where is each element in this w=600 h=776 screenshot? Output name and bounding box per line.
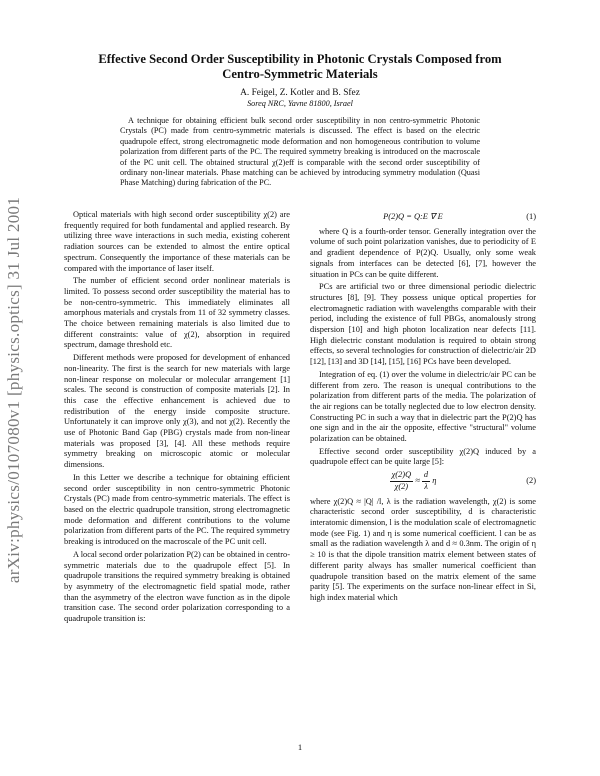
paragraph: Integration of eq. (1) over the volume in dielectric/air PC can be different from zero. The reason is unequal contributions to the polarization from different parts of the media. The polarization of the air regions can be totally neglected due to low electron density. Constructing PC in such a way that in dielectric part the P(2)Q has one sign and in the air the opposite, effective "structural" volume polarization can be obtained. bbox=[310, 369, 536, 444]
equation-2-fraction-right bbox=[422, 470, 430, 492]
equation-2-eta: η bbox=[432, 476, 437, 486]
paper-title bbox=[60, 52, 540, 82]
equation-2-rhs-numerator: d bbox=[422, 470, 430, 482]
title-line-2: Centro-Symmetric Materials bbox=[222, 67, 378, 81]
paragraph: where Q is a fourth-order tensor. Generally integration over the volume of such point polarization vanishes, due to periodicity of E and gradient dependence of P(2)Q. Usually, only some weak signals from interfaces can be detected [6], [7], however the situation in PCs can be quite different. bbox=[310, 226, 536, 279]
paragraph: The number of efficient second order nonlinear materials is limited. To possess second order susceptibility the material has to be non-centro-symmetric. This immediately eliminates all amorphous materials and crystals from 11 of 32 symmetry classes. The choice between remaining materials is also limited due to different constraints: value of χ(2), absorption in required spectrum, damage threshold etc. bbox=[64, 276, 290, 350]
equation-1-number: (1) bbox=[526, 212, 536, 221]
equation-2-numerator: χ(2)Q bbox=[390, 470, 414, 482]
abstract: A technique for obtaining efficient bulk second order susceptibility in non centro-symmetric Photonic Crystals (PC) made from centro-symmetric materials is discussed. The effect is based on the electric quadrupole effect, strong electromagnetic mode deformation and non homogeneous contribution to volume polarization from different parts of the PC. The required symmetry breaking is introduced on the macroscale of the PC unit cell. The obtained structural χ(2)eff is comparable with the second order susceptibility of ordinary non-linear materials. Phase matching can be achieved by introducing symmetry modulation (Quasi Phase Matching) during fabrication of the PC. bbox=[120, 116, 480, 188]
right-column bbox=[310, 210, 536, 606]
paragraph: PCs are artificial two or three dimensional periodic dielectric structures [8], [9]. They possess unique optical properties for electromagnetic radiation with wavelengths comparable with their period, including the existence of full PBGs, anomalously strong dispersion [10] and high photon localization near defects [11]. High dielectric constant modulation is required to obtain strong effects, so several technologies for construction of dielectric/air 2D [12], [13] and 3D [14], [15], [16] PCs have been developed. bbox=[310, 282, 536, 367]
equation-2-fraction-left bbox=[390, 470, 414, 492]
equation-1-body: P(2)Q = Q:E ∇ E bbox=[383, 212, 443, 221]
affiliation: Soreq NRC, Yavne 81800, Israel bbox=[247, 99, 353, 108]
paragraph: A local second order polarization P(2) can be obtained in centro-symmetric materials due to the quadrupole effect [5]. In quadrupole transitions the required symmetry breaking is obtained by asymmetry of the electromagnetic field spatial mode, rather than the asymmetry of the electron wave function as in the dipole transition case. The second order polarization corresponding to a quadrupole transition is: bbox=[64, 549, 290, 624]
paragraph: Different methods were proposed for development of enhanced non-linearity. The first is the search for new materials with large non-linear response on molecular or molecular arrangement [1] scales. The second is construction of composite materials [2]. In this case the effective enhancement is achieved due to redistribution of the energy inside composite structure. Unfortunately it can improve only χ(3), and not χ(2). Recently the use of Photonic Band Gap (PBG) crystals made from non-linear materials was proposed [3], [4]. All these methods require symmetry breaking on microscopic atomic or molecular dimensions. bbox=[64, 353, 290, 470]
paragraph: In this Letter we describe a technique for obtaining efficient second order susceptibility in non centro-symmetric Photonic Crystals (PC) made from centro-symmetric materials. The effect is based on the electric quadrupole transition, strong electromagnetic mode deformation and different contributions to the volume polarization from different parts of the PC. The required symmetry breaking is introduced on the macroscale of the PC unit cell. bbox=[64, 472, 290, 547]
paragraph: where χ(2)Q ≈ |Q| /l, λ is the radiation wavelength, χ(2) is some characteristic second order susceptibility, d is characteristic interatomic dimension, l is the modulation scale of electromagnetic mode (see Fig. 1) and η is some numerical coefficient. l can be as small as the radiation wavelength λ and d ≈ 0.3nm. The origin of η ≥ 10 is that the dipole transition matrix element between states of different parity always has smaller numerical coefficient than quadrupole transition based on the matrix element of the same parity [5]. The experiments on the surface non-linear effect in Si, high index material which bbox=[310, 496, 536, 602]
authors: A. Feigel, Z. Kotler and B. Sfez bbox=[240, 88, 360, 98]
equation-2-approx: ≈ bbox=[415, 476, 420, 486]
equation-2-denominator: χ(2) bbox=[394, 481, 409, 491]
equation-1 bbox=[310, 212, 536, 223]
left-column bbox=[64, 210, 290, 627]
paragraph: Effective second order susceptibility χ(2)Q induced by a quadrupole effect can be quite large [5]: bbox=[310, 446, 536, 467]
page-number: 1 bbox=[297, 742, 303, 752]
equation-2-number: (2) bbox=[526, 476, 536, 486]
equation-2-rhs-denominator: λ bbox=[424, 481, 428, 491]
equation-2-body bbox=[310, 470, 516, 492]
title-line-1: Effective Second Order Susceptibility in Photonic Crystals Composed from bbox=[98, 52, 502, 66]
equation-2 bbox=[310, 470, 536, 492]
arxiv-stamp bbox=[4, 130, 24, 650]
arxiv-stamp-text: arXiv:physics/0107080v1 [physics.optics] 31 Jul 2001 bbox=[4, 196, 23, 584]
paragraph: Optical materials with high second order susceptibility χ(2) are frequently required for both fundamental and applied research. By utilizing three wave interactions in such media, existing coherent radiation sources can be extended to almost the entire optical spectrum. Consequently the importance of these materials can be compared with the importance of laser itself. bbox=[64, 210, 290, 273]
